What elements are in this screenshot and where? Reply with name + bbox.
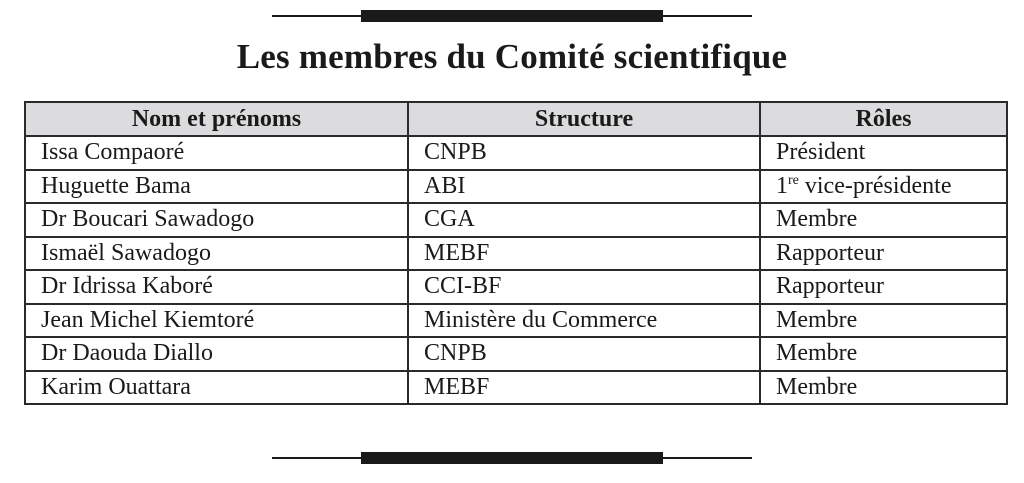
table-row [25,304,1007,338]
cell-structure: CGA [408,203,760,237]
cell-name: Dr Idrissa Kaboré [25,270,408,304]
table-row [25,337,1007,371]
cell-name: Huguette Bama [25,170,408,204]
table-row [25,170,1007,204]
members-table [24,101,1008,405]
cell-structure: CCI-BF [408,270,760,304]
table-row [25,371,1007,405]
cell-structure: MEBF [408,371,760,405]
table-row [25,203,1007,237]
table-row [25,237,1007,271]
cell-structure: CNPB [408,337,760,371]
header-structure: Structure [408,102,760,136]
cell-structure: Ministère du Commerce [408,304,760,338]
cell-structure: MEBF [408,237,760,271]
cell-name: Issa Compaoré [25,136,408,170]
cell-name: Ismaël Sawadogo [25,237,408,271]
cell-role: Président [760,136,1007,170]
top-rule-thick-bar [361,10,663,22]
top-decorative-rule [272,9,752,23]
cell-role: Membre [760,203,1007,237]
cell-name: Jean Michel Kiemtoré [25,304,408,338]
cell-role: Membre [760,337,1007,371]
page-title: Les membres du Comité scientifique [236,37,788,76]
table-row [25,270,1007,304]
cell-role: Rapporteur [760,270,1007,304]
table-header-row [25,102,1007,136]
cell-structure: ABI [408,170,760,204]
cell-name: Dr Boucari Sawadogo [25,203,408,237]
header-name: Nom et prénoms [25,102,408,136]
cell-structure: CNPB [408,136,760,170]
cell-name: Karim Ouattara [25,371,408,405]
bottom-decorative-rule [272,451,752,465]
role-label: vice-présidente [798,172,952,199]
role-ordinal-number: 1 [776,172,788,199]
header-roles: Rôles [760,102,1007,136]
cell-role [760,170,1007,204]
cell-name: Dr Daouda Diallo [25,337,408,371]
bottom-rule-thick-bar [361,452,663,464]
table-row [25,136,1007,170]
cell-role: Membre [760,371,1007,405]
cell-role: Membre [760,304,1007,338]
cell-role: Rapporteur [760,237,1007,271]
role-ordinal-superscript: re [788,172,799,188]
